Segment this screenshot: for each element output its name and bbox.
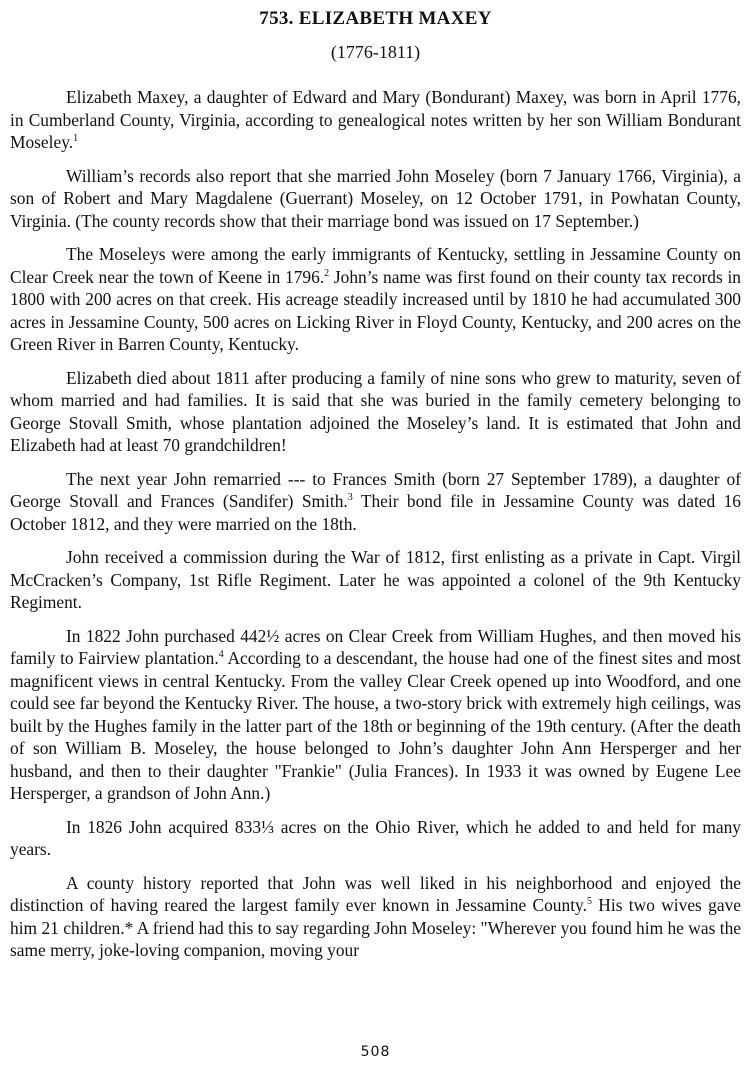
footnote-ref-2: 2 [324,267,330,279]
paragraph-text: Elizabeth died about 1811 after producing a family of nine sons who grew to maturity, seven of whom married and had families. It is said that she was buried in the family cemetery belonging to George Stovall Smith, whose plantation adjoined the Moseley’s land. It is estimated that John and Elizabeth had at least 70 grandchildren! [10,367,741,455]
paragraph-text: Their bond file in Jessamine County was dated 16 October 1812, and they were married on the 18th. [10,491,742,534]
paragraph-text: In 1826 John acquired 833⅓ acres on the Ohio River, which he added to and held for many years. [10,816,741,859]
paragraph-text: William’s records also report that she married John Moseley (born 7 January 1766, Virginia), a son of Robert and Mary Magdalene (Guerrant) Moseley, on 12 October 1791, in Powhatan County, Virginia. (The county records show that their marriage bond was issued on 17 September.) [10,165,741,231]
paragraph-text: The Moseleys were among the early immigrants of Kentucky, settling in Jessamine County on Clear Creek near the town of Keene in 1796. [10,244,741,287]
paragraph-8 [10,816,741,861]
footnote-ref-1: 1 [73,133,79,145]
paragraph-text: John received a commission during the War of 1812, first enlisting as a private in Capt. Virgil McCracken’s Company, 1st Rifle Regiment. Later he was appointed a colonel of the 9th Kentucky Regiment. [10,547,741,612]
paragraph-7 [10,625,741,805]
document-body [10,86,741,973]
footnote-ref-5: 5 [586,896,592,908]
paragraph-5 [10,468,741,536]
paragraph-4 [10,367,741,457]
paragraph-text: His two wives gave him 21 children.* A friend had this to say regarding John Moseley: "Wherever you found him he was the same merry, joke-loving companion, moving your [10,895,741,960]
paragraph-3 [10,243,741,356]
document-page [10,0,741,1076]
page-number: 508 [360,1044,391,1060]
paragraph-text: Elizabeth Maxey, a daughter of Edward and Mary (Bondurant) Maxey, was born in April 1776, in Cumberland County, Virginia, according to genealogical notes written by her son William Bondurant Moseley. [10,87,741,152]
footnote-ref-3: 3 [347,492,353,504]
life-dates: (1776-1811) [330,42,421,62]
paragraph-2 [10,165,741,233]
paragraph-text: According to a descendant, the house had one of the finest sites and most magnificent views in central Kentucky. From the valley Clear Creek opened up into Woodford, and one could see far beyond the Kentucky River. The house, a two-story brick with extremely high ceilings, was built by the Hughes family in the latter part of the 18th or beginning of the 19th century. (After the death of son William B. Moseley, the house belonged to John’s daughter John Ann Hersperger and her husband, and then to their daughter "Frankie" (Julia Frances). In 1933 it was owned by Eugene Lee Hersperger, a grandson of John Ann.) [10,648,741,803]
paragraph-9 [10,872,741,962]
paragraph-text: In 1822 John purchased 442½ acres on Clear Creek from William Hughes, and then moved his family to Fairview plantation. [10,625,741,668]
page-title: 753. ELIZABETH MAXEY [259,8,492,29]
paragraph-text: John’s name was first found on their county tax records in 1800 with 200 acres on that creek. His acreage steadily increased until by 1810 he had accumulated 300 acres in Jessamine County, 500 acres on Licking River in Floyd County, Kentucky, and 200 acres on the Green River in Barren County, Kentucky. [10,266,741,354]
paragraph-text: A county history reported that John was well liked in his neighborhood and enjoyed the distinction of having reared the largest family ever known in Jessamine County. [10,872,741,915]
paragraph-6 [10,546,741,614]
footnote-ref-4: 4 [218,649,224,661]
paragraph-1 [10,86,741,154]
paragraph-text: The next year John remarried --- to Frances Smith (born 27 September 1789), a daughter of George Stovall and Frances (Sandifer) Smith. [10,468,741,511]
